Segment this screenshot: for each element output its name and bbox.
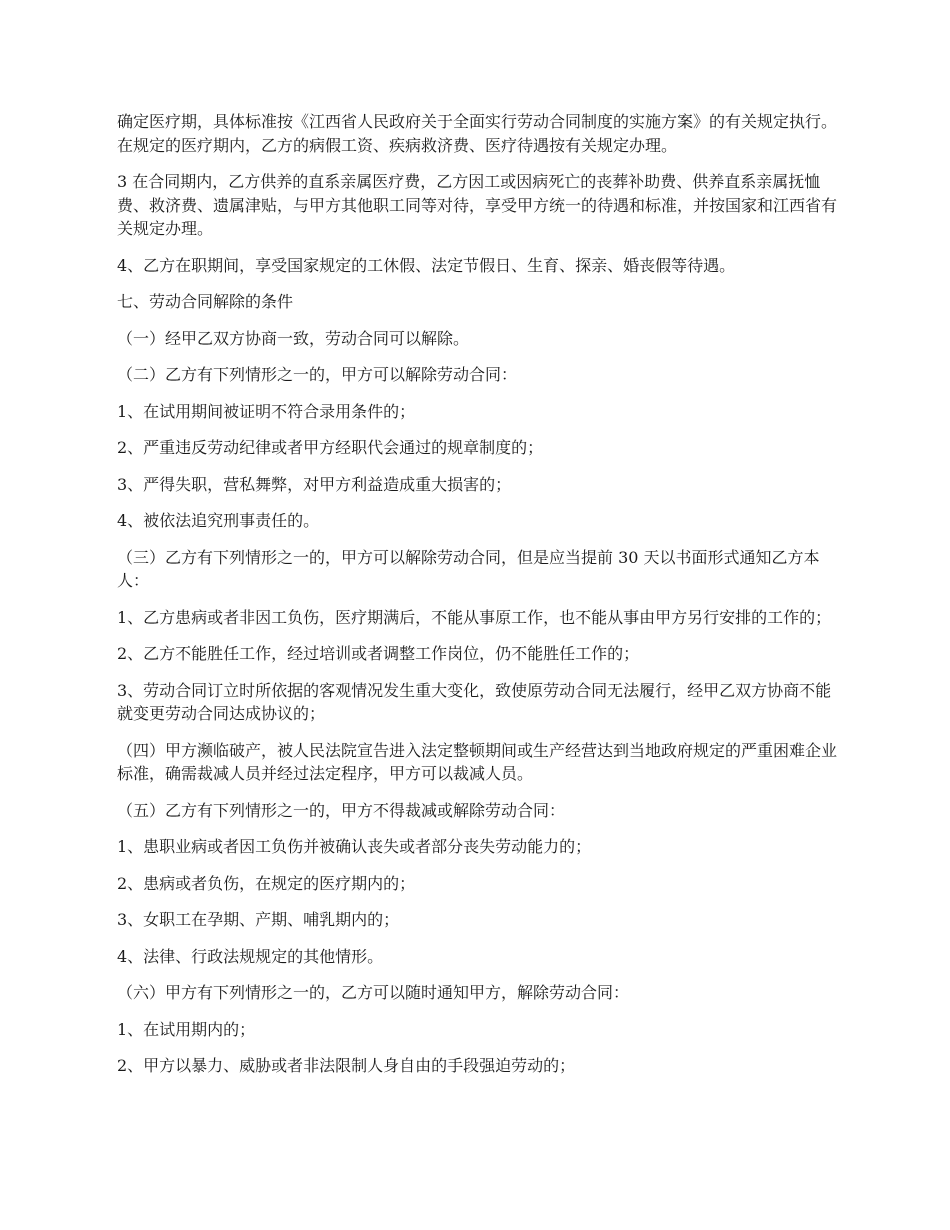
list-item: 3、女职工在孕期、产期、哺乳期内的； xyxy=(117,910,400,929)
section-heading-termination: 七、劳动合同解除的条件 xyxy=(117,292,294,311)
list-item: 1、在试用期间被证明不符合录用条件的； xyxy=(117,401,416,421)
list-item: 4、被依法追究刑事责任的。 xyxy=(117,511,320,530)
list-item: 1、在试用期内的； xyxy=(117,1019,256,1039)
paragraph-leave-benefits: 4、乙方在职期间，享受国家规定的工休假、法定节假日、生育、探亲、婚丧假等待遇。 xyxy=(117,255,736,275)
clause-employee-may-terminate: （六）甲方有下列情形之一的，乙方可以随时通知甲方，解除劳动合同： xyxy=(117,983,630,1002)
document-body xyxy=(117,110,842,1091)
list-item: 2、患病或者负伤，在规定的医疗期内的； xyxy=(117,873,416,893)
clause-notice-termination: （三）乙方有下列情形之一的，甲方可以解除劳动合同，但是应当提前 30 天以书面形式通知乙方本人： xyxy=(117,547,820,590)
list-item: 2、乙方不能胜任工作，经过培训或者调整工作岗位，仍不能胜任工作的； xyxy=(117,644,640,663)
clause-mutual-agreement: （一）经甲乙双方协商一致，劳动合同可以解除。 xyxy=(117,328,470,348)
clause-may-not-terminate: （五）乙方有下列情形之一的，甲方不得裁减或解除劳动合同： xyxy=(117,800,566,820)
list-item: 3、劳动合同订立时所依据的客观情况发生重大变化，致使原劳动合同无法履行，经甲乙双方协商不能就变更劳动合同达成协议的； xyxy=(117,680,832,723)
list-item: 2、甲方以暴力、威胁或者非法限制人身自由的手段强迫劳动的； xyxy=(117,1056,576,1075)
paragraph-family-benefits: 3 在合同期内，乙方供养的直系亲属医疗费，乙方因工或因病死亡的丧葬补助费、供养直系亲属抚恤费、救济费、遗属津贴，与甲方其他职工同等对待，享受甲方统一的待遇和标准，并按国家和江西省有关规定办理。 xyxy=(117,172,838,238)
list-item: 1、乙方患病或者非因工负伤，医疗期满后，不能从事原工作，也不能从事由甲方另行安排的工作的； xyxy=(117,607,832,627)
list-item: 4、法律、行政法规规定的其他情形。 xyxy=(117,946,384,966)
list-item: 2、严重违反劳动纪律或者甲方经职代会通过的规章制度的； xyxy=(117,438,544,457)
clause-layoff: （四）甲方濒临破产，被人民法院宣告进入法定整顿期间或生产经营达到当地政府规定的严重困难企业标准，确需裁减人员并经过法定程序，甲方可以裁减人员。 xyxy=(117,740,838,783)
clause-employer-may-terminate: （二）乙方有下列情形之一的，甲方可以解除劳动合同： xyxy=(117,365,518,384)
list-item: 1、患职业病或者因工负伤并被确认丧失或者部分丧失劳动能力的； xyxy=(117,837,592,856)
list-item: 3、严得失职，营私舞弊，对甲方利益造成重大损害的； xyxy=(117,474,512,494)
paragraph-medical-period: 确定医疗期，具体标准按《江西省人民政府关于全面实行劳动合同制度的实施方案》的有关规定执行。在规定的医疗期内，乙方的病假工资、疾病救济费、医疗待遇按有关规定办理。 xyxy=(117,112,838,155)
